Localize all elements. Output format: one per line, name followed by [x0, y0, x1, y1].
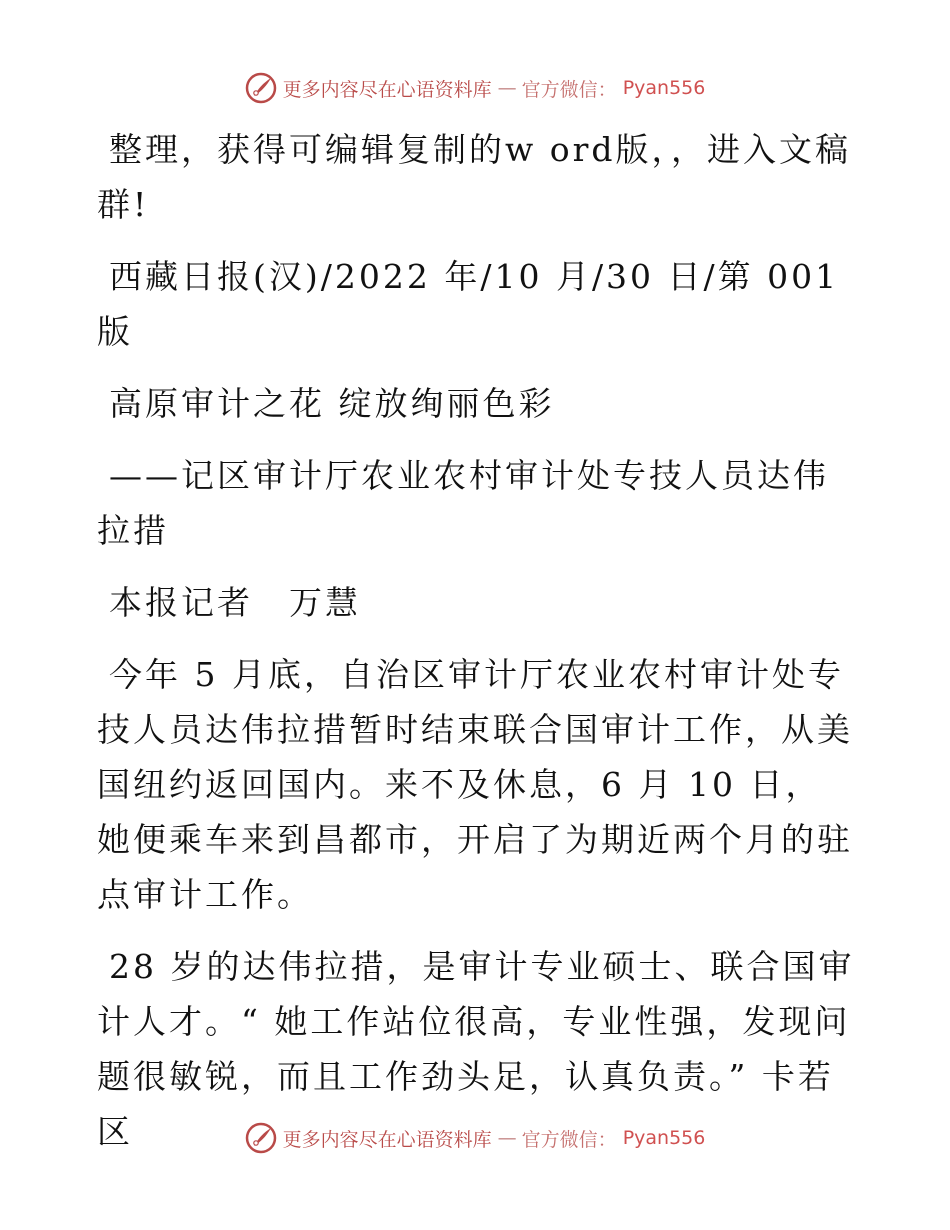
watermark-contact-label: 官方微信：	[521, 1128, 617, 1151]
watermark-dash: —	[497, 1127, 516, 1149]
document-body	[97, 122, 857, 1159]
article-title: 高原审计之花 绽放绚丽色彩	[109, 384, 555, 423]
watermark-wechat-id: Pyan556	[622, 77, 706, 99]
watermark-wechat-id: Pyan556	[622, 1127, 706, 1149]
body-paragraph: 28 岁的达伟拉措，是审计专业硕士、联合国审计人才。“ 她工作站位很高，专业性强，发现问题很敏锐，而且工作劲头足，认真负责。” 卡若区	[97, 947, 855, 1151]
source-line: 西藏日报(汉)/2022 年/10 月/30 日/第 001 版	[97, 257, 840, 351]
byline: 本报记者 万慧	[109, 583, 361, 622]
watermark-text: 更多内容尽在心语资料库	[282, 78, 492, 101]
watermark-contact-label: 官方微信：	[521, 78, 617, 101]
footer-watermark	[0, 1122, 950, 1154]
watermark-text: 更多内容尽在心语资料库	[282, 1128, 492, 1151]
body-paragraph: 今年 5 月底，自治区审计厅农业农村审计处专技人员达伟拉措暂时结束联合国审计工作，从美国纽约返回国内。来不及休息，6 月 10 日，她便乘车来到昌都市，开启了为期近两个月的驻点审计工作。	[97, 655, 853, 914]
article-subtitle: ——记区审计厅农业农村审计处专技人员达伟拉措	[97, 456, 829, 550]
watermark-dash: —	[497, 77, 516, 99]
quill-logo-icon	[245, 72, 277, 104]
header-watermark	[0, 72, 950, 104]
quill-logo-icon	[245, 1122, 277, 1154]
intro-note: 整理，获得可编辑复制的w ord版，，进入文稿群!	[97, 130, 852, 224]
